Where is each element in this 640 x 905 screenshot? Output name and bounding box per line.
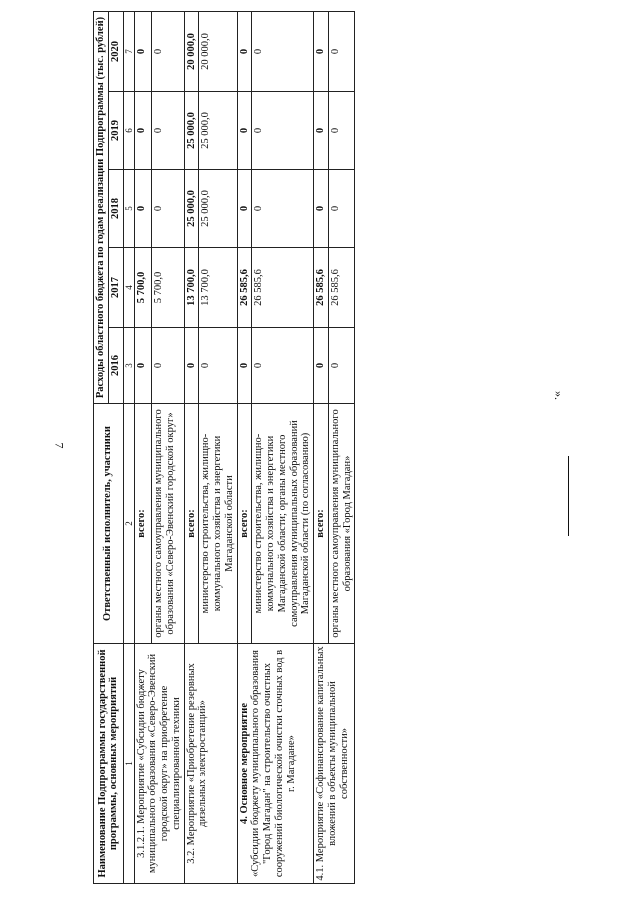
- executor-cell: органы местного самоуправления муниципального образования «Северо-Эвенский городской округ»: [152, 404, 184, 644]
- end-line: [568, 456, 569, 536]
- value-cell: 25 000,0: [199, 170, 237, 248]
- value-cell: 0: [314, 12, 329, 92]
- value-cell: 0: [199, 328, 237, 404]
- header-year: 2017: [108, 248, 123, 328]
- value-cell: 0: [237, 12, 252, 92]
- value-cell: 0: [152, 12, 184, 92]
- value-cell: 0: [152, 328, 184, 404]
- value-cell: 26 585,6: [237, 248, 252, 328]
- value-cell: 0: [314, 328, 329, 404]
- value-cell: 25 000,0: [199, 92, 237, 170]
- header-expenses: Расходы областного бюджета по годам реализации Подпрограммы (тыс. рублей): [94, 12, 109, 404]
- value-cell: 0: [314, 170, 329, 248]
- budget-table: [93, 11, 355, 884]
- rotated-table-container: [93, 12, 355, 884]
- table-row: [237, 12, 252, 884]
- value-cell: 0: [328, 12, 355, 92]
- value-cell: 0: [134, 92, 152, 170]
- activity-name-cell: [134, 644, 184, 884]
- value-cell: 5 700,0: [134, 248, 152, 328]
- value-cell: 0: [134, 328, 152, 404]
- activity-name: 4.1. Мероприятие «Софинансирование капитальных вложений в объекты муниципальной собственности»: [315, 646, 350, 881]
- value-cell: 0: [237, 328, 252, 404]
- activity-heading: 4. Основное мероприятие: [238, 703, 250, 825]
- header-year: 2020: [108, 12, 123, 92]
- value-cell: 0: [328, 92, 355, 170]
- activity-name-cell: [237, 644, 314, 884]
- table-body: [134, 12, 355, 884]
- value-cell: 0: [237, 92, 252, 170]
- column-number: 6: [123, 92, 134, 170]
- column-number: 5: [123, 170, 134, 248]
- value-cell: 0: [237, 170, 252, 248]
- executor-cell: министерство строительства, жилищно-коммунального хозяйства и энергетики Магаданской области: [199, 404, 237, 644]
- table-row: [134, 12, 152, 884]
- total-label: всего:: [134, 404, 152, 644]
- activity-name-cell: [314, 644, 355, 884]
- value-cell: 26 585,6: [314, 248, 329, 328]
- value-cell: 0: [152, 92, 184, 170]
- value-cell: 0: [134, 170, 152, 248]
- value-cell: 25 000,0: [184, 92, 199, 170]
- column-number: 2: [123, 404, 134, 644]
- end-mark: ».: [552, 391, 566, 400]
- column-number: 7: [123, 12, 134, 92]
- activity-name: «Субсидии бюджету муниципального образования "Город Магадан" на строительство очистных сооружений биологической очистки сточных вод в г. Магадане»: [250, 649, 297, 878]
- header-executor: Ответственный исполнитель, участники: [94, 404, 124, 644]
- column-number: 4: [123, 248, 134, 328]
- total-label: всего:: [237, 404, 252, 644]
- value-cell: 0: [134, 12, 152, 92]
- value-cell: 0: [328, 328, 355, 404]
- total-label: всего:: [184, 404, 199, 644]
- value-cell: 0: [328, 170, 355, 248]
- value-cell: 5 700,0: [152, 248, 184, 328]
- header-year: 2018: [108, 170, 123, 248]
- table-row: [184, 12, 199, 884]
- value-cell: 26 585,6: [252, 248, 314, 328]
- value-cell: 20 000,0: [184, 12, 199, 92]
- value-cell: 20 000,0: [199, 12, 237, 92]
- value-cell: 0: [152, 170, 184, 248]
- table-row: [314, 12, 329, 884]
- header-name: Наименование Подпрограммы государственной программы, основных мероприятий: [94, 644, 124, 884]
- page-number: 7: [52, 442, 67, 449]
- activity-name: 3.1.2.1. Мероприятие «Субсидии бюджету муниципального образования «Северо-Эвенский городской округ» на приобретение специализированной техники: [135, 653, 182, 874]
- executor-cell: министерство строительства, жилищно-коммунального хозяйства и энергетики Магаданской области; органы местного самоуправления муниципальных образований Магаданской области (по согласованию): [252, 404, 314, 644]
- value-cell: 0: [252, 92, 314, 170]
- executor-cell: органы местного самоуправления муниципального образования «Город Магадан»: [328, 404, 355, 644]
- value-cell: 13 700,0: [184, 248, 199, 328]
- value-cell: 0: [314, 92, 329, 170]
- value-cell: 0: [252, 328, 314, 404]
- value-cell: 0: [252, 170, 314, 248]
- activity-name: 3.2. Мероприятие «Приобретение резервных дизельных электростанций»: [185, 663, 209, 864]
- value-cell: 25 000,0: [184, 170, 199, 248]
- value-cell: 26 585,6: [328, 248, 355, 328]
- total-label: всего:: [314, 404, 329, 644]
- value-cell: 0: [184, 328, 199, 404]
- value-cell: 0: [252, 12, 314, 92]
- activity-name-cell: [184, 644, 237, 884]
- header-year: 2016: [108, 328, 123, 404]
- header-year: 2019: [108, 92, 123, 170]
- column-number: 3: [123, 328, 134, 404]
- column-number: 1: [123, 644, 134, 884]
- value-cell: 13 700,0: [199, 248, 237, 328]
